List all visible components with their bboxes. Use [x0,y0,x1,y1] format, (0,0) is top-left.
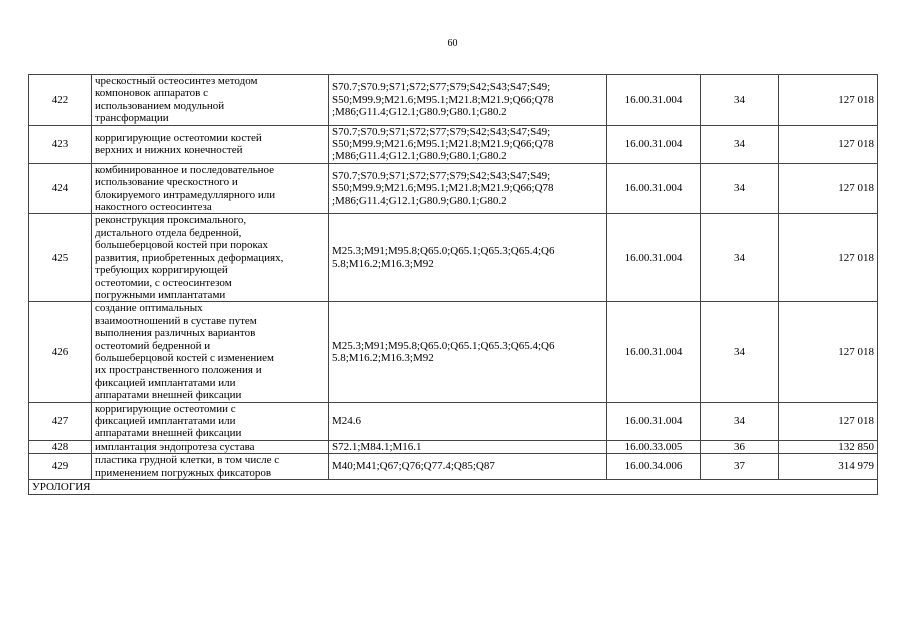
cell-group: 34 [701,402,779,440]
table-row [29,163,878,214]
text-line: аппаратами внешней фиксации [95,389,242,402]
text-line: S70.7;S70.9;S71;S72;S77;S79;S42;S43;S47;S49; [332,170,551,183]
cell-number: 423 [29,125,92,163]
cell-description [92,163,329,214]
cell-cost: 127 018 [779,125,878,163]
table-row [29,402,878,440]
text-line: S50;M99.9;M21.6;M95.1;M21.8;M21.9;Q66;Q78 [332,138,554,151]
cell-group: 34 [701,302,779,402]
text-line: чрескостный остеосинтез методом [95,75,258,87]
table-row [29,454,878,480]
cell-service-code: 16.00.31.004 [607,302,701,402]
cell-group: 34 [701,125,779,163]
text-line: аппаратами внешней фиксации [95,427,242,440]
text-line: ;M86;G11.4;G12.1;G80.9;G80.1;G80.2 [332,106,507,119]
text-line: создание оптимальных [95,302,203,315]
text-line: развития, приобретенных деформациях, [95,251,284,264]
cell-group: 36 [701,440,779,453]
cell-service-code: 16.00.31.004 [607,75,701,126]
table-row [29,214,878,302]
text-line: погружными имплантатами [95,288,226,301]
cell-service-code: 16.00.31.004 [607,402,701,440]
tariff-table [28,74,878,495]
cell-cost: 132 850 [779,440,878,453]
cell-diagnosis-codes [329,163,607,214]
cell-diagnosis-codes [329,75,607,126]
cell-description [92,125,329,163]
cell-group: 34 [701,75,779,126]
text-line: компоновок аппаратов с [95,87,209,100]
text-line: большеберцовой костей с изменением [95,351,274,364]
text-line: S70.7;S70.9;S71;S72;S77;S79;S42;S43;S47;S49; [332,125,551,138]
text-line: комбинированное и последовательное [95,163,275,176]
text-line: накостного остеосинтеза [95,201,212,214]
cell-diagnosis-codes [329,402,607,440]
section-title: УРОЛОГИЯ [29,480,878,495]
cell-diagnosis-codes [329,125,607,163]
cell-cost: 127 018 [779,75,878,126]
text-line: использование чрескостного и [95,176,238,189]
cell-service-code: 16.00.31.004 [607,163,701,214]
text-line: S72.1;M84.1;M16.1 [332,440,422,453]
cell-service-code: 16.00.31.004 [607,125,701,163]
cell-description [92,402,329,440]
cell-number: 429 [29,454,92,480]
cell-service-code: 16.00.33.005 [607,440,701,453]
cell-cost: 127 018 [779,302,878,402]
text-line: S50;M99.9;M21.6;M95.1;M21.8;M21.9;Q66;Q78 [332,93,554,106]
text-line: применением погружных фиксаторов [95,466,272,479]
cell-description [92,454,329,480]
cell-description [92,302,329,402]
text-line: фиксацией имплантатами или [95,414,236,427]
text-line: M40;M41;Q67;Q76;Q77.4;Q85;Q87 [332,460,495,473]
text-line: верхних и нижних конечностей [95,144,243,157]
text-line: их пространственного положения и [95,364,262,377]
text-line: имплантация эндопротеза сустава [95,440,255,453]
text-line: остеотомии, с остеосинтезом [95,276,232,289]
cell-cost: 314 979 [779,454,878,480]
text-line: пластика грудной клетки, в том числе с [95,454,280,467]
table-row [29,75,878,126]
cell-cost: 127 018 [779,402,878,440]
text-line: взаимоотношений в суставе путем [95,314,257,327]
table-row [29,440,878,453]
text-line: блокируемого интрамедуллярного или [95,188,276,201]
text-line: S70.7;S70.9;S71;S72;S77;S79;S42;S43;S47;S49; [332,81,551,94]
section-row [29,480,878,495]
text-line: M25.3;M91;M95.8;Q65.0;Q65.1;Q65.3;Q65.4;Q6 [332,339,555,352]
cell-description [92,75,329,126]
cell-diagnosis-codes [329,302,607,402]
cell-cost: 127 018 [779,163,878,214]
text-line: 5.8;M16.2;M16.3;M92 [332,351,434,364]
table-body [29,75,878,495]
text-line: 5.8;M16.2;M16.3;M92 [332,257,434,270]
cell-diagnosis-codes [329,440,607,453]
cell-description [92,440,329,453]
text-line: корригирующие остеотомии с [95,402,236,415]
table-row [29,125,878,163]
cell-cost: 127 018 [779,214,878,302]
text-line: большеберцовой костей при пороках [95,239,269,252]
cell-group: 34 [701,163,779,214]
text-line: дистального отдела бедренной, [95,226,242,239]
cell-number: 422 [29,75,92,126]
text-line: выполнения различных вариантов [95,327,256,340]
text-line: M24.6 [332,414,362,427]
page-number: 60 [447,38,458,49]
text-line: фиксацией имплантатами или [95,376,236,389]
cell-service-code: 16.00.34.006 [607,454,701,480]
text-line: ;M86;G11.4;G12.1;G80.9;G80.1;G80.2 [332,150,507,163]
text-line: реконструкция проксимального, [95,214,247,227]
cell-number: 424 [29,163,92,214]
text-line: требующих корригирующей [95,264,228,277]
table-row [29,302,878,402]
cell-group: 37 [701,454,779,480]
text-line: корригирующие остеотомии костей [95,131,262,144]
cell-number: 425 [29,214,92,302]
text-line: ;M86;G11.4;G12.1;G80.9;G80.1;G80.2 [332,194,507,207]
text-line: остеотомий бедренной и [95,339,211,352]
cell-group: 34 [701,214,779,302]
text-line: использованием модульной [95,99,225,112]
cell-diagnosis-codes [329,214,607,302]
cell-number: 428 [29,440,92,453]
text-line: трансформации [95,112,169,125]
cell-number: 426 [29,302,92,402]
cell-diagnosis-codes [329,454,607,480]
text-line: M25.3;M91;M95.8;Q65.0;Q65.1;Q65.3;Q65.4;Q6 [332,245,555,258]
cell-service-code: 16.00.31.004 [607,214,701,302]
text-line: S50;M99.9;M21.6;M95.1;M21.8;M21.9;Q66;Q78 [332,182,554,195]
cell-description [92,214,329,302]
cell-number: 427 [29,402,92,440]
